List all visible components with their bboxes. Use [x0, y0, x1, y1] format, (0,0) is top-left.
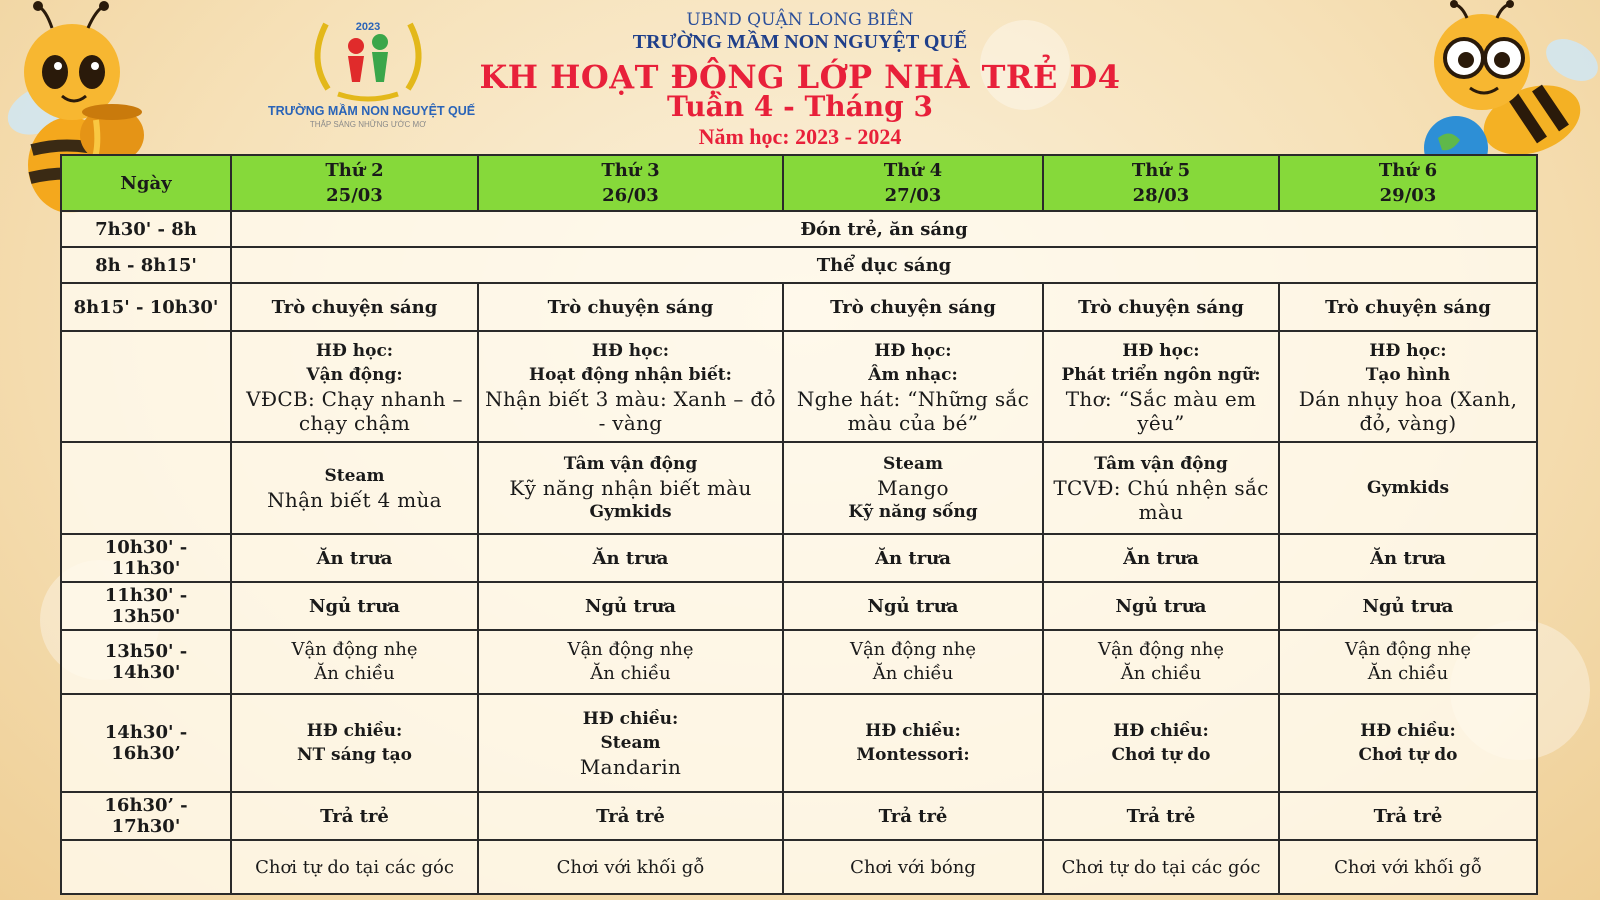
morning-talk-cell: Trò chuyện sáng: [1043, 283, 1279, 331]
snack-cell: Vận động nhẹ Ăn chiều: [783, 630, 1043, 694]
time-cell: 8h15' - 10h30': [61, 283, 231, 331]
exercise-cell: Thể dục sáng: [231, 247, 1537, 283]
snack-cell: Vận động nhẹ Ăn chiều: [1279, 630, 1537, 694]
district-name: UBND QUẬN LONG BIÊN: [686, 10, 914, 30]
day-header-wed: Thứ 4 27/03: [783, 155, 1043, 211]
logo-year: 2023: [355, 21, 381, 33]
morning-talk-cell: Trò chuyện sáng: [1279, 283, 1537, 331]
page-header: [0, 0, 1600, 150]
schedule-table: [60, 154, 1538, 895]
snack-cell: Vận động nhẹ Ăn chiều: [231, 630, 478, 694]
time-cell: 11h30' - 13h50': [61, 582, 231, 630]
lunch-cell: Ăn trưa: [478, 534, 783, 582]
day-header-mon: Thứ 2 25/03: [231, 155, 478, 211]
lunch-cell: Ăn trưa: [1043, 534, 1279, 582]
lesson-cell: HĐ học: Hoạt động nhận biết: Nhận biết 3 màu: Xanh – đỏ - vàng: [478, 331, 783, 442]
play-cell: Chơi tự do tại các góc: [1043, 840, 1279, 894]
lunch-cell: Ăn trưa: [231, 534, 478, 582]
arrival-cell: Đón trẻ, ăn sáng: [231, 211, 1537, 247]
nap-cell: Ngủ trưa: [1043, 582, 1279, 630]
afternoon-cell: HĐ chiều: NT sáng tạo: [231, 694, 478, 792]
afternoon-cell: HĐ chiều: Chơi tự do: [1043, 694, 1279, 792]
lesson-cell: HĐ học: Vận động: VĐCB: Chạy nhanh – chạy chậm: [231, 331, 478, 442]
play-cell: Chơi với bóng: [783, 840, 1043, 894]
extra-activity-cell: Steam Nhận biết 4 mùa: [231, 442, 478, 534]
lesson-cell: HĐ học: Phát triển ngôn ngữ: Thơ: “Sắc màu em yêu”: [1043, 331, 1279, 442]
lesson-cell: HĐ học: Âm nhạc: Nghe hát: “Những sắc màu của bé”: [783, 331, 1043, 442]
day-header-thu: Thứ 5 28/03: [1043, 155, 1279, 211]
pickup-cell: Trả trẻ: [231, 792, 478, 840]
time-cell-empty: [61, 442, 231, 534]
extra-activity-cell: Tâm vận động TCVĐ: Chú nhện sắc màu: [1043, 442, 1279, 534]
logo-school-name: TRƯỜNG MẦM NON NGUYỆT QUẾ: [268, 104, 476, 118]
lunch-cell: Ăn trưa: [1279, 534, 1537, 582]
nap-cell: Ngủ trưa: [783, 582, 1043, 630]
afternoon-cell: HĐ chiều: Steam Mandarin: [478, 694, 783, 792]
table-row: [61, 283, 1537, 331]
morning-talk-cell: Trò chuyện sáng: [478, 283, 783, 331]
logo-slogan: THẮP SÁNG NHỮNG ƯỚC MƠ: [309, 120, 427, 129]
time-cell: 10h30' - 11h30': [61, 534, 231, 582]
table-header-row: [61, 155, 1537, 211]
morning-talk-cell: Trò chuyện sáng: [231, 283, 478, 331]
week-label: Tuần 4 - Tháng 3: [667, 90, 933, 123]
pickup-cell: Trả trẻ: [783, 792, 1043, 840]
lunch-cell: Ăn trưa: [783, 534, 1043, 582]
table-row: [61, 792, 1537, 840]
lesson-cell: HĐ học: Tạo hình Dán nhụy hoa (Xanh, đỏ, vàng): [1279, 331, 1537, 442]
nap-cell: Ngủ trưa: [1279, 582, 1537, 630]
table-row: [61, 694, 1537, 792]
morning-talk-cell: Trò chuyện sáng: [783, 283, 1043, 331]
afternoon-cell: HĐ chiều: Chơi tự do: [1279, 694, 1537, 792]
time-cell: 8h - 8h15': [61, 247, 231, 283]
extra-activity-cell: Tâm vận động Kỹ năng nhận biết màu Gymkids: [478, 442, 783, 534]
table-row: [61, 247, 1537, 283]
nap-cell: Ngủ trưa: [231, 582, 478, 630]
nap-cell: Ngủ trưa: [478, 582, 783, 630]
table-row: [61, 582, 1537, 630]
pickup-cell: Trả trẻ: [478, 792, 783, 840]
play-cell: Chơi với khối gỗ: [478, 840, 783, 894]
table-row: [61, 534, 1537, 582]
time-cell: 7h30' - 8h: [61, 211, 231, 247]
time-cell-empty: [61, 331, 231, 442]
afternoon-cell: HĐ chiều: Montessori:: [783, 694, 1043, 792]
time-cell: 14h30' - 16h30’: [61, 694, 231, 792]
time-cell: 16h30’ - 17h30': [61, 792, 231, 840]
school-year: Năm học: 2023 - 2024: [698, 124, 902, 149]
table-row: [61, 630, 1537, 694]
extra-activity-cell: Steam Mango Kỹ năng sống: [783, 442, 1043, 534]
play-cell: Chơi với khối gỗ: [1279, 840, 1537, 894]
table-row: [61, 211, 1537, 247]
day-header-tue: Thứ 3 26/03: [478, 155, 783, 211]
extra-activity-cell: Gymkids: [1279, 442, 1537, 534]
table-row: [61, 331, 1537, 442]
page-title: KH HOẠT ĐỘNG LỚP NHÀ TRẺ D4: [479, 58, 1121, 96]
table-row: [61, 442, 1537, 534]
pickup-cell: Trả trẻ: [1279, 792, 1537, 840]
corner-header: Ngày: [61, 155, 231, 211]
time-cell: 13h50' - 14h30': [61, 630, 231, 694]
play-cell: Chơi tự do tại các góc: [231, 840, 478, 894]
school-name: TRƯỜNG MẦM NON NGUYỆT QUẾ: [632, 31, 968, 53]
table-row: [61, 840, 1537, 894]
snack-cell: Vận động nhẹ Ăn chiều: [478, 630, 783, 694]
pickup-cell: Trả trẻ: [1043, 792, 1279, 840]
day-header-fri: Thứ 6 29/03: [1279, 155, 1537, 211]
snack-cell: Vận động nhẹ Ăn chiều: [1043, 630, 1279, 694]
time-cell-empty: [61, 840, 231, 894]
